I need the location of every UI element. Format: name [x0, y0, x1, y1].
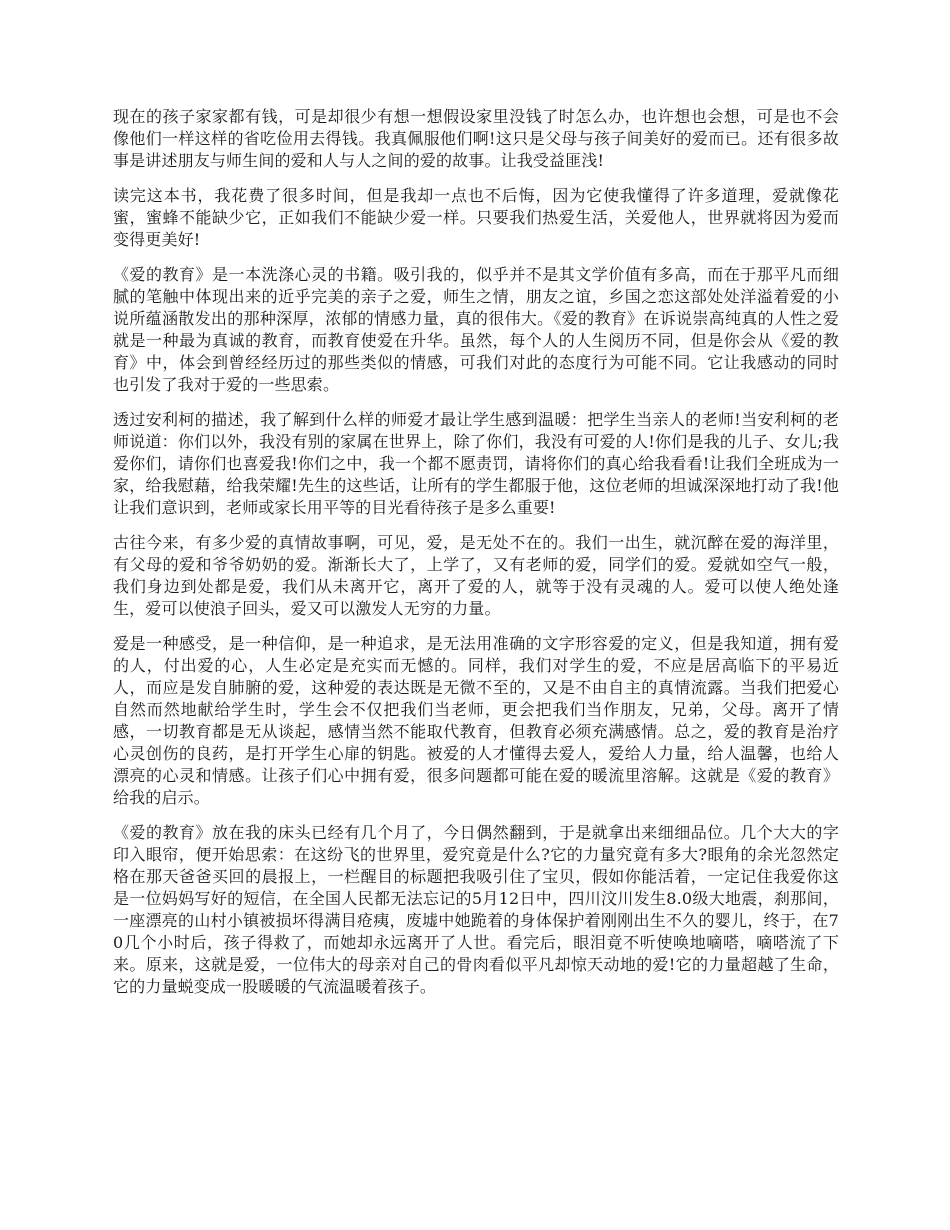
document-body	[113, 106, 839, 1011]
paragraph-6: 爱是一种感受，是一种信仰，是一种追求，是无法用准确的文字形容爱的定义，但是我知道，拥有爱的人，付出爱的心，人生必定是充实而无憾的。同样，我们对学生的爱，不应是居高临下的平易近人，而应是发自肺腑的爱，这种爱的表达既是无微不至的，又是不由自主的真情流露。当我们把爱心自然而然地献给学生时，学生会不仅把我们当老师，更会把我们当作朋友，兄弟，父母。离开了情感，一切教育都是无从谈起，感情当然不能取代教育，但教育必须充满感情。总之，爱的教育是治疗心灵创伤的良药，是打开学生心扉的钥匙。被爱的人才懂得去爱人，爱给人力量，给人温馨，也给人漂亮的心灵和情感。让孩子们心中拥有爱，很多问题都可能在爱的暖流里溶解。这就是《爱的教育》给我的启示。	[113, 634, 839, 807]
paragraph-3: 《爱的教育》是一本洗涤心灵的书籍。吸引我的，似乎并不是其文学价值有多高，而在于那平凡而细腻的笔触中体现出来的近乎完美的亲子之爱，师生之情，朋友之谊，乡国之恋这部处处洋溢着爱的小说所蕴涵散发出的那种深厚，浓郁的情感力量，真的很伟大。《爱的教育》在诉说崇高纯真的人性之爱就是一种最为真诚的教育，而教育使爱在升华。虽然，每个人的人生阅历不同，但是你会从《爱的教育》中，体会到曾经经历过的那些类似的情感，可我们对此的态度行为可能不同。它让我感动的同时也引发了我对于爱的一些思索。	[113, 265, 839, 394]
paragraph-7: 《爱的教育》放在我的床头已经有几个月了，今日偶然翻到，于是就拿出来细细品位。几个大大的字印入眼帘，便开始思索：在这纷飞的世界里，爱究竟是什么?它的力量究竟有多大?眼角的余光忽然定格在那天爸爸买回的晨报上，一栏醒目的标题把我吸引住了宝贝，假如你能活着，一定记住我爱你这是一位妈妈写好的短信，在全国人民都无法忘记的5月12日中，四川汶川发生8.0级大地震，刹那间，一座漂亮的山村小镇被损坏得满目疮痍，废墟中她跪着的身体保护着刚刚出生不久的婴儿，终于，在70几个小时后，孩子得救了，而她却永远离开了人世。看完后，眼泪竟不听使唤地嘀嗒，嘀嗒流了下来。原来，这就是爱，一位伟大的母亲对自己的骨肉看似平凡却惊天动地的爱!它的力量超越了生命，它的力量蜕变成一股暖暖的气流温暖着孩子。	[113, 823, 839, 996]
paragraph-2: 读完这本书，我花费了很多时间，但是我却一点也不后悔，因为它使我懂得了许多道理，爱就像花蜜，蜜蜂不能缺少它，正如我们不能缺少爱一样。只要我们热爱生活，关爱他人，世界就将因为爱而变得更美好!	[113, 186, 839, 249]
paragraph-5: 古往今来，有多少爱的真情故事啊，可见，爱，是无处不在的。我们一出生，就沉醉在爱的海洋里，有父母的爱和爷爷奶奶的爱。渐渐长大了，上学了，又有老师的爱，同学们的爱。爱就如空气一般，我们身边到处都是爱，我们从未离开它，离开了爱的人，就等于没有灵魂的人。爱可以使人绝处逢生，爱可以使浪子回头，爱又可以激发人无穷的力量。	[113, 533, 839, 618]
paragraph-1: 现在的孩子家家都有钱，可是却很少有想一想假设家里没钱了时怎么办，也许想也会想，可是也不会像他们一样这样的省吃俭用去得钱。我真佩服他们啊!这只是父母与孩子间美好的爱而已。还有很多故事是讲述朋友与师生间的爱和人与人之间的爱的故事。让我受益匪浅!	[113, 107, 839, 170]
paragraph-4: 透过安利柯的描述，我了解到什么样的师爱才最让学生感到温暖：把学生当亲人的老师!当安利柯的老师说道：你们以外，我没有别的家属在世界上，除了你们，我没有可爱的人!你们是我的儿子、女儿;我爱你们，请你们也喜爱我!你们之中，我一个都不愿责罚，请将你们的真心给我看看!让我们全班成为一家，给我慰藉，给我荣耀!先生的这些话，让所有的学生都服于他，这位老师的坦诚深深地打动了我!他让我们意识到，老师或家长用平等的目光看待孩子是多么重要!	[113, 410, 839, 517]
